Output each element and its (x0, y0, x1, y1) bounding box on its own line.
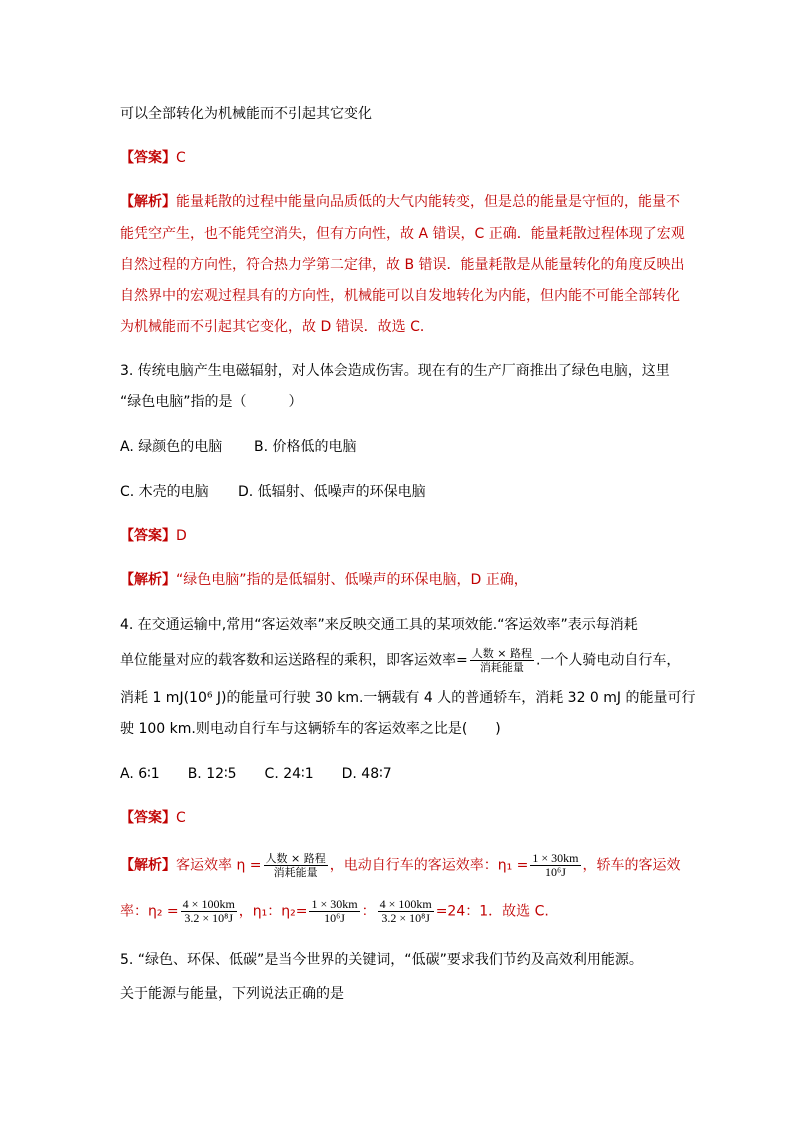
fraction-denominator: 10⁶J (545, 865, 566, 879)
answer-label: 【答案】 (120, 150, 176, 166)
explanation-text: 率：η₂ = (120, 903, 179, 920)
answer-label: 【答案】 (120, 528, 176, 544)
formula-fraction (181, 898, 237, 925)
fraction-denominator: 消耗能量 (479, 661, 524, 674)
formula-fraction (264, 852, 328, 879)
fraction-numerator: 人数 × 路程 (265, 852, 326, 865)
fraction-denominator: 3.2 × 10⁸J (381, 911, 430, 925)
efficiency-fraction (470, 647, 534, 674)
question-line: 消耗 1 mJ(10⁶ J)的能量可行驶 30 km.一辆载有 4 人的普通轿车，消耗 32 0 mJ 的能量可行 (120, 690, 696, 706)
text-line: 可以全部转化为机械能而不引起其它变化 (120, 106, 372, 122)
explanation-text: ： (361, 903, 376, 920)
explanation-line: 自然过程的方向性，符合热力学第二定律，故 B 错误．能量耗散是从能量转化的角度反映出 (120, 257, 685, 273)
explanation-line: 自然界中的宏观过程具有的方向性，机械能可以自发地转化为内能，但内能不可能全部转化 (120, 288, 680, 304)
option-d: D. 低辐射、低噪声的环保电脑 (238, 484, 426, 500)
question-line: “绿色电脑”指的是（ ） (120, 394, 303, 410)
formula-fraction (309, 898, 359, 925)
question-line: 3. 传统电脑产生电磁辐射，对人体会造成伤害。现在有的生产厂商推出了绿色电脑，这里 (120, 363, 670, 379)
explanation-line (120, 192, 680, 212)
explanation-text: ，η₁：η₂= (238, 903, 308, 920)
question-line: 关于能源与能量，下列说法正确的是 (120, 986, 344, 1002)
fraction-numerator: 4 × 100km (182, 897, 235, 911)
explanation-label: 【解析】 (120, 572, 176, 588)
question-text: 单位能量对应的载客数和运送路程的乘积，即客运效率= (120, 652, 468, 669)
explanation-label: 【解析】 (120, 857, 176, 874)
answer-value: C (176, 810, 186, 826)
explanation-text: ，电动自行车的客运效率：η₁ = (329, 857, 529, 874)
explanation-line: 为机械能而不引起其它变化，故 D 错误．故选 C． (120, 319, 434, 335)
options-line: A. 6∶1 B. 12∶5 C. 24∶1 D. 48∶7 (120, 766, 392, 782)
question-line: 4. 在交通运输中,常用“客运效率”来反映交通工具的某项效能.“客运效率”表示每消耗 (120, 617, 638, 633)
fraction-denominator: 10⁶J (324, 911, 345, 925)
formula-fraction (378, 898, 434, 925)
explanation-text: 客运效率 η = (176, 857, 262, 874)
explanation-label: 【解析】 (120, 194, 176, 210)
answer-value: D (176, 528, 187, 544)
fraction-denominator: 3.2 × 10⁸J (184, 911, 234, 925)
fraction-numerator: 人数 × 路程 (471, 647, 532, 660)
fraction-numerator: 4 × 100km (379, 897, 432, 911)
explanation-line (120, 570, 528, 590)
explanation-line (120, 852, 681, 879)
answer-line (120, 808, 186, 828)
explanation-text: “绿色电脑”指的是低辐射、低噪声的环保电脑，D 正确， (176, 572, 528, 588)
question-text: .一个人骑电动自行车， (535, 652, 681, 669)
fraction-numerator: 1 × 30km (311, 897, 358, 911)
explanation-text: ，轿车的客运效 (582, 857, 681, 874)
option-a: A. 绿颜色的电脑 (120, 439, 223, 455)
option-b: B. 价格低的电脑 (254, 439, 357, 455)
explanation-text: 能量耗散的过程中能量向品质低的大气内能转变，但是总的能量是守恒的，能量不 (176, 194, 680, 210)
answer-value: C (176, 150, 186, 166)
answer-label: 【答案】 (120, 810, 176, 826)
explanation-text: =24：1．故选 C. (435, 903, 549, 920)
fraction-numerator: 1 × 30km (532, 851, 579, 865)
explanation-line (120, 898, 549, 925)
answer-line (120, 526, 187, 546)
formula-fraction (530, 852, 580, 879)
option-c: C. 木壳的电脑 (120, 484, 209, 500)
answer-line (120, 148, 186, 168)
fraction-denominator: 消耗能量 (273, 866, 318, 879)
question-line: 驶 100 km.则电动自行车与这辆轿车的客运效率之比是( ) (120, 721, 501, 737)
explanation-line: 能凭空产生，也不能凭空消失，但有方向性，故 A 错误，C 正确．能量耗散过程体现了宏观 (120, 226, 685, 242)
question-line (120, 647, 680, 674)
question-line: 5. “绿色、环保、低碳”是当今世界的关键词，“低碳”要求我们节约及高效利用能源。 (120, 952, 643, 968)
